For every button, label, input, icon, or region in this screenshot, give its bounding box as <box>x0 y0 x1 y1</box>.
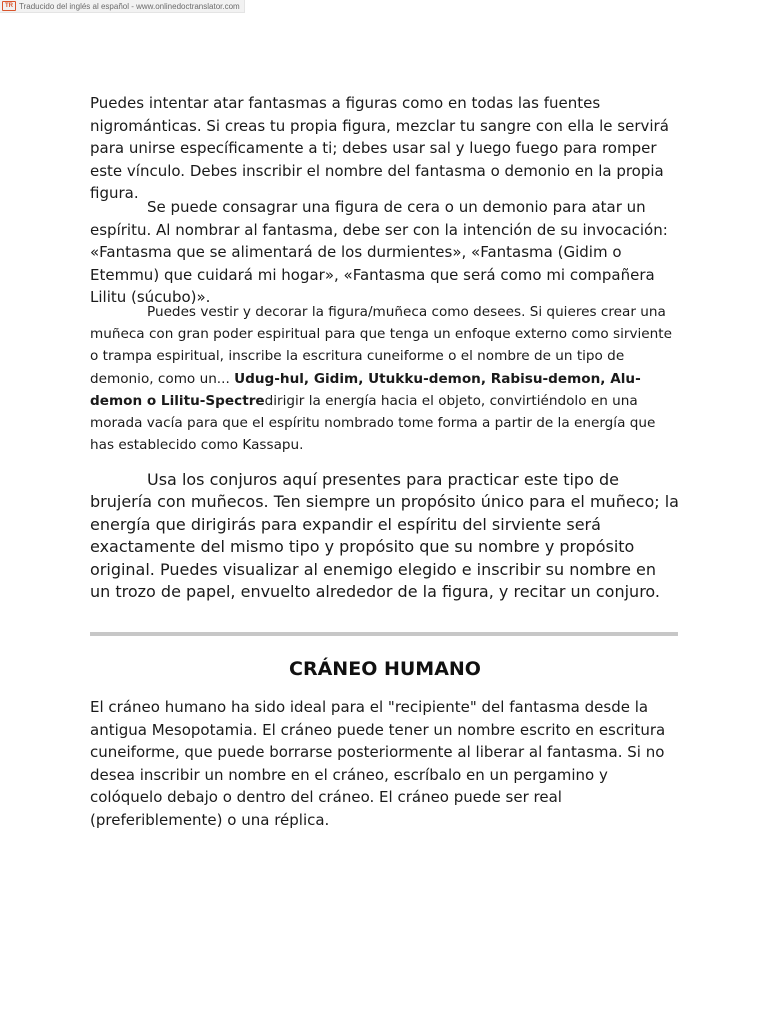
paragraph-binding-figures: Puedes intentar atar fantasmas a figuras como en todas las fuentes nigrománticas. Si creas tu propia figura, mezclar tu sangre con ella le servirá para unirse específicamente a ti; debes usar sal y luego fuego para romper este vínculo. Debes inscribir el nombre del fantasma o demonio en la propia figura. <box>90 94 669 202</box>
translator-banner-text: Traducido del inglés al español - www.onlinedoctranslator.com <box>19 1 240 11</box>
paragraph-doll-decoration <box>90 301 680 456</box>
section-divider <box>90 632 678 636</box>
paragraph-wax-figure: Se puede consagrar una figura de cera o un demonio para atar un espíritu. Al nombrar al fantasma, debe ser con la intención de su invocación: «Fantasma que se alimentará de los durmientes», «Fantasma (Gidim o Etemmu) que cuidará mi hogar», «Fantasma que será como mi compañera Lilitu (súcubo)». <box>90 198 668 306</box>
paragraph-doll-lead: Puedes vestir y decorar la figura/muñeca como desees. Si quieres crear una muñeca con gran poder espiritual para que tenga un enfoque externo como sirviente o trampa espiritual, inscribe la escritura cuneiforme o el nombre de un tipo de demonio, como un... <box>90 304 672 387</box>
demon-types-bold: Udug-hul, Gidim, Utukku-demon, Rabisu-demon, Alu-demon o Lilitu-Spectre <box>90 370 641 409</box>
translator-banner <box>0 0 245 13</box>
paragraph-human-skull: El cráneo humano ha sido ideal para el "recipiente" del fantasma desde la antigua Mesopotamia. El cráneo puede tener un nombre escrito en escritura cuneiforme, que puede borrarse posteriormente al liberar al fantasma. Si no desea inscribir un nombre en el cráneo, escríbalo en un pergamino y colóquelo debajo o dentro del cráneo. El cráneo puede ser real (preferiblemente) o una réplica. <box>90 698 666 829</box>
paragraph-conjurations: Usa los conjuros aquí presentes para practicar este tipo de brujería con muñecos. Ten siempre un propósito único para el muñeco; la energía que dirigirás para expandir el espíritu del sirviente será exactamente del mismo tipo y propósito que su nombre y propósito original. Puedes visualizar al enemigo elegido e inscribir su nombre en un trozo de papel, envuelto alrededor de la figura, y recitar un conjuro. <box>90 470 679 602</box>
section-heading: CRÁNEO HUMANO <box>289 658 481 680</box>
translator-logo-icon: TR <box>2 1 16 11</box>
paragraph-doll-tail: dirigir la energía hacia el objeto, convirtiéndolo en una morada vacía para que el espíritu nombrado tome forma a partir de la energía que has establecido como Kassapu. <box>90 392 656 454</box>
